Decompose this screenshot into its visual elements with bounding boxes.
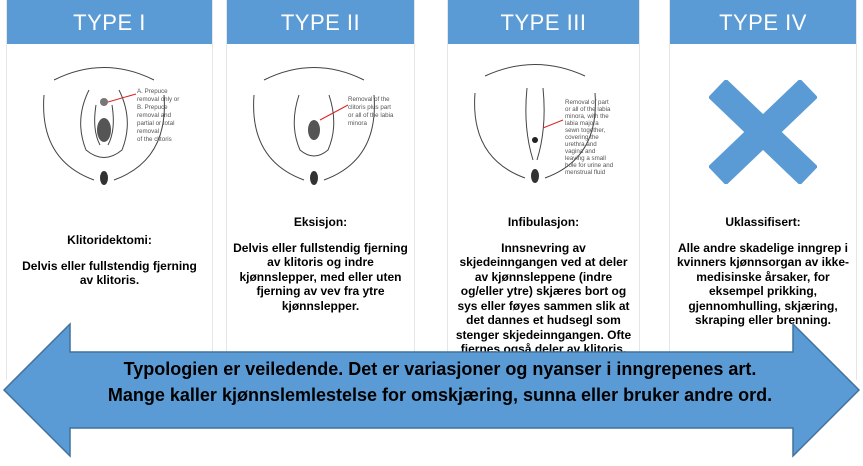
type-4-body-line: skraping eller brenning.	[694, 313, 832, 327]
cross-icon	[709, 80, 817, 184]
type-1-caption	[11, 233, 208, 288]
type-2-caption	[230, 215, 411, 313]
type-4-heading: TYPE IV	[669, 0, 857, 44]
type-3-body-line: fjernes også deler av klitoris.	[460, 342, 627, 356]
type-3-body-line: og/eller ytre) skjæres bort og	[460, 284, 627, 298]
type-4-title: Uklassifisert:	[725, 215, 801, 229]
type-3-title: Infibulasjon:	[507, 215, 580, 229]
type-3-body-line: stenger skjedeinngangen. Ofte	[455, 327, 632, 342]
type-1-body-line: Delvis eller fullstendig fjerning	[22, 258, 197, 273]
type-4-body-line: medisinske årsaker, for	[696, 269, 830, 284]
type-2-heading: TYPE II	[226, 0, 415, 44]
type-2-body-line: fjerning av vev fra ytre	[256, 284, 385, 298]
type-2-body-line: Delvis eller fullstendig fjerning	[233, 240, 408, 255]
type-1-illustration	[34, 50, 204, 210]
arrow-text-line-2: Mange kaller kjønnslemlestelse for omskjæring, sunna eller bruker andre ord.	[107, 385, 773, 405]
type-4-body-line: eksempel prikking,	[708, 284, 818, 298]
type-4-body-line: kvinners kjønnsorgan av ikke-	[676, 255, 850, 269]
type-1-annotation: A. Prepuce removal only or B. Prepuce removal and partial or total removal of the clitoris	[137, 88, 180, 143]
type-3-body-line: sys eller føyes sammen slik at	[457, 298, 630, 313]
arrow-text	[70, 356, 810, 408]
type-3-body-line: det dannes et hudsegl som	[466, 313, 621, 327]
type-2-body-line: kjønnslepper, med eller uten	[239, 269, 402, 284]
type-3-illustration	[465, 48, 637, 208]
type-3-body-line: skjedeinngangen ved at deler	[459, 255, 628, 269]
type-2-illustration	[244, 50, 414, 210]
type-3-body-line: Innsnevring av	[501, 240, 586, 255]
type-4-body-line: gjennomhulling, skjæring,	[688, 298, 838, 313]
type-1-body-line: av klitoris.	[79, 273, 140, 287]
type-4-caption	[673, 215, 853, 328]
type-2-body-line: av klitoris og indre	[267, 255, 374, 269]
type-3-annotation: Removal of part or all of the labia minora, with the labia majora sewn together, covering the urethra and vagina and leaving a small hole for urine and menstrual fluid	[565, 99, 614, 176]
type-1-heading: TYPE I	[6, 0, 213, 44]
type-4-body-line: Alle andre skadelige inngrep i	[677, 240, 849, 255]
type-2-body-line: kjønnslepper.	[281, 298, 360, 313]
type-3-heading: TYPE III	[447, 0, 640, 44]
type-3-body-line: av kjønnsleppene (indre	[474, 269, 613, 284]
arrow-text-line-1: Typologien er veiledende. Det er variasjoner og nyanser i inngrepenes art.	[123, 359, 757, 379]
type-1-title: Klitoridektomi:	[67, 233, 152, 247]
type-2-annotation: Removal of the clitoris plus part or all of the labia minora	[348, 96, 394, 127]
type-2-title: Eksisjon:	[293, 215, 348, 229]
